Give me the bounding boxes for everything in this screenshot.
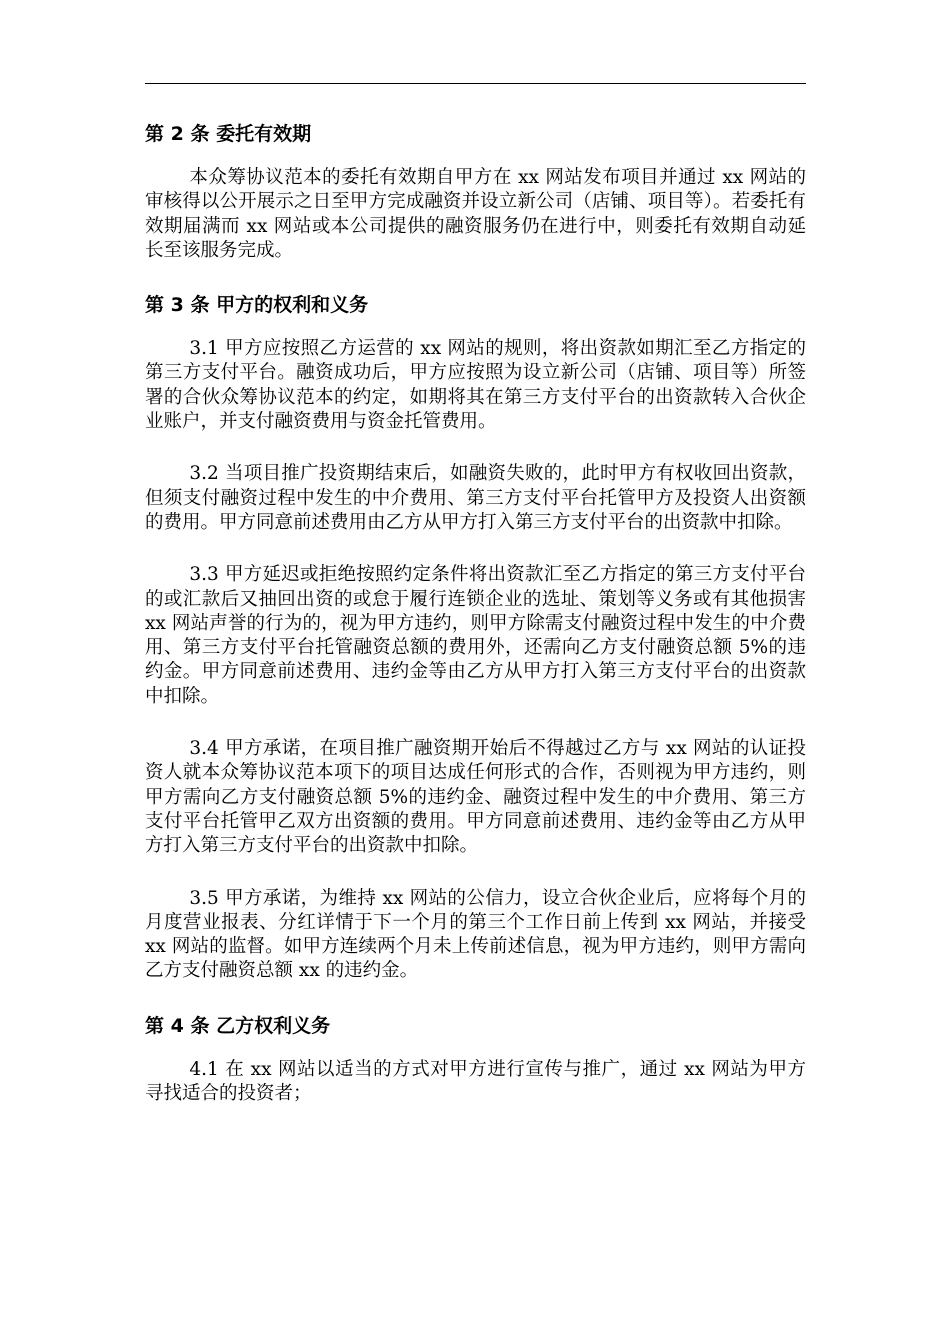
section-4: [145, 1012, 806, 1107]
section-heading: 第 2 条 委托有效期: [145, 123, 312, 145]
paragraph: 3.4 甲方承诺，在项目推广融资期开始后不得越过乙方与 xx 网站的认证投资人就本众筹协议范本项下的项目达成任何形式的合作，否则视为甲方违约，则甲方需向乙方支付融资总额 5%的违约金、融资过程中发生的中介费用、第三方支付平台托管甲乙双方出资额的费用。甲方同意前述费用、违约金等由乙方从甲方打入第三方支付平台的出资款中扣除。: [145, 738, 806, 857]
section-heading: 第 3 条 甲方的权利和义务: [145, 294, 369, 317]
paragraph: 3.3 甲方延迟或拒绝按照约定条件将出资款汇至乙方指定的第三方支付平台的或汇款后又抽回出资的或怠于履行连锁企业的选址、策划等义务或有其他损害 xx 网站声誉的行为的，视为甲方违约，则甲方除需支付融资过程中发生的中介费用、第三方支付平台托管融资总额的费用外，还需向乙方支付融资总额 5%的违约金。甲方同意前述费用、违约金等由乙方从甲方打入第三方支付平台的出资款中扣除。: [145, 564, 806, 707]
section-2: [145, 120, 806, 263]
document-body: [145, 120, 806, 1130]
header-rule: [145, 83, 806, 84]
paragraph: 3.5 甲方承诺，为维持 xx 网站的公信力，设立合伙企业后，应将每个月的月度营业报表、分红详情于下一个月的第三个工作日前上传到 xx 网站，并接受 xx 网站的监督。如甲方连续两个月未上传前述信息，视为甲方违约，则甲方需向乙方支付融资总额 xx 的违约金。: [145, 887, 806, 982]
paragraph: 4.1 在 xx 网站以适当的方式对甲方进行宣传与推广，通过 xx 网站为甲方寻找适合的投资者；: [145, 1058, 806, 1105]
paragraph: 3.2 当项目推广投资期结束后，如融资失败的，此时甲方有权收回出资款，但须支付融资过程中发生的中介费用、第三方支付平台托管甲方及投资人出资额的费用。甲方同意前述费用由乙方从甲方打入第三方支付平台的出资款中扣除。: [145, 463, 806, 533]
section-3: [145, 291, 806, 984]
paragraph: 本众筹协议范本的委托有效期自甲方在 xx 网站发布项目并通过 xx 网站的审核得以公开展示之日至甲方完成融资并设立新公司（店铺、项目等）。若委托有效期届满而 xx 网站或本公司提供的融资服务仍在进行中，则委托有效期自动延长至该服务完成。: [145, 167, 806, 261]
paragraph: 3.1 甲方应按照乙方运营的 xx 网站的规则，将出资款如期汇至乙方指定的第三方支付平台。融资成功后，甲方应按照为设立新公司（店铺、项目等）所签署的合伙众筹协议范本的约定，如期将其在第三方支付平台的出资款转入合伙企业账户，并支付融资费用与资金托管费用。: [145, 338, 806, 433]
section-heading: 第 4 条 乙方权利义务: [145, 1014, 331, 1037]
